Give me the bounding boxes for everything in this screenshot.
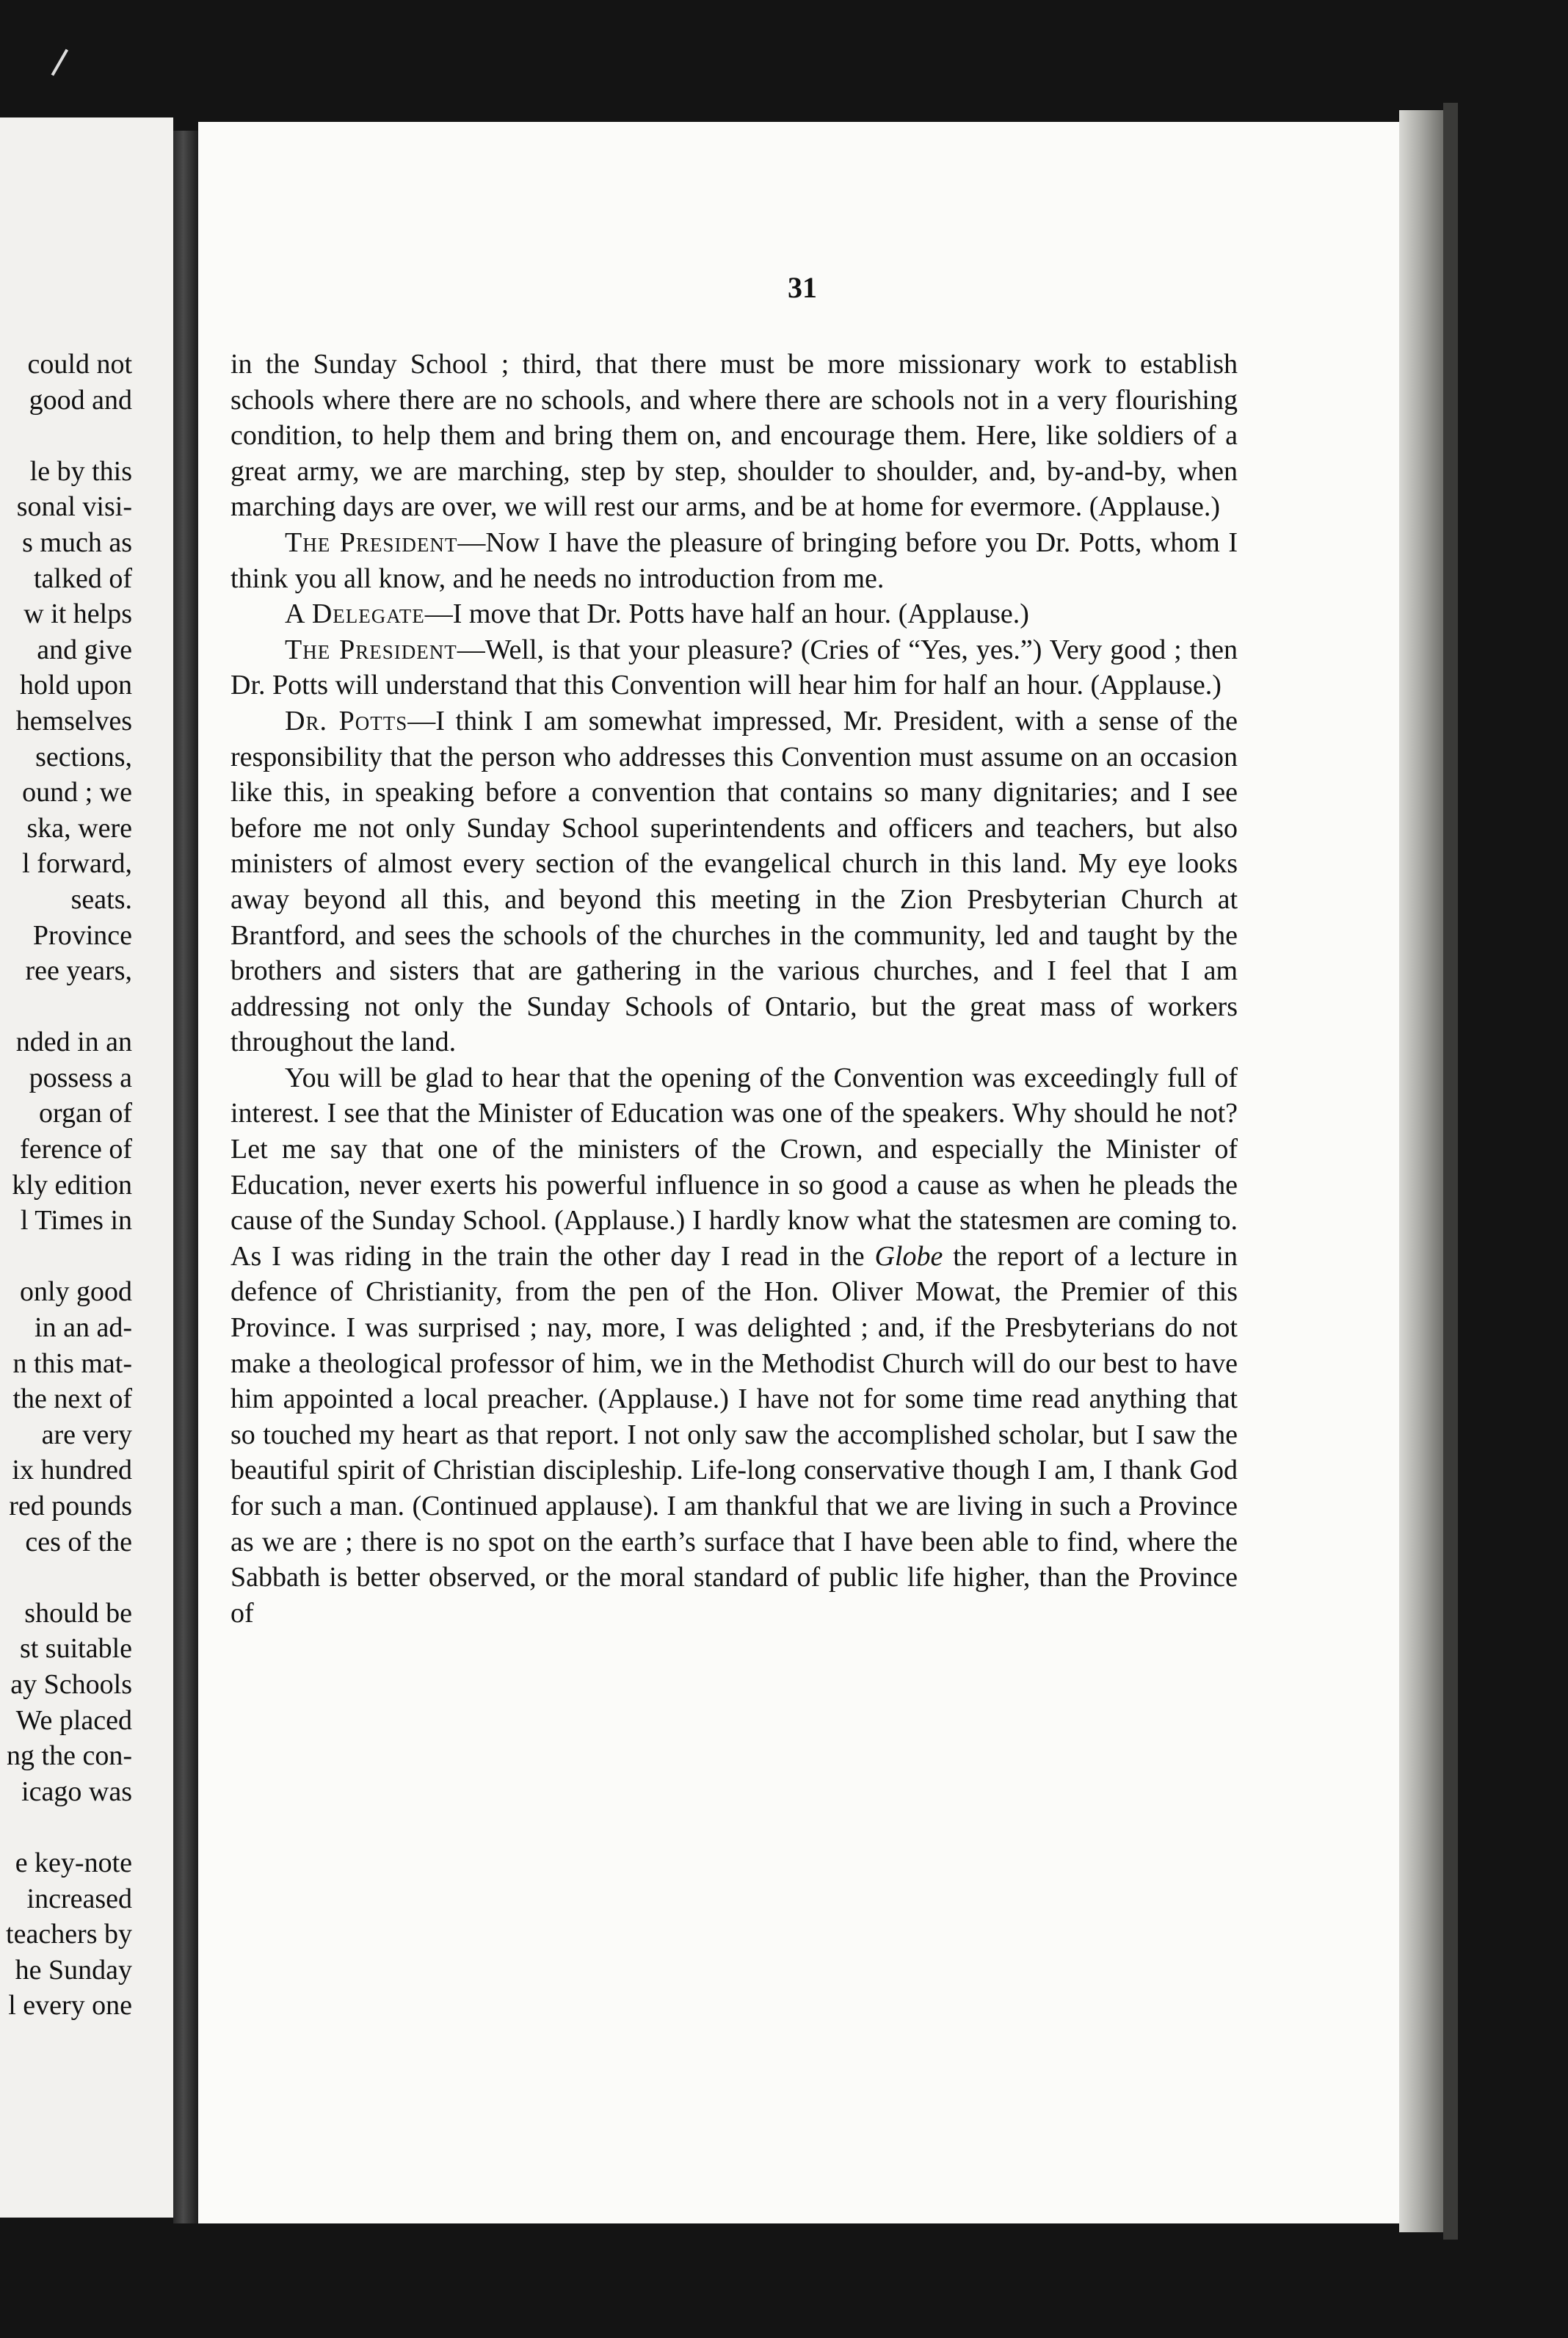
paragraph-text: —Well, is that your pleasure? (Cries of “Yes, yes.”) Very good ; then Dr. Potts will understand that this Convention will hear him for half an hour. (Applause.)	[231, 634, 1238, 701]
speaker-name: The President	[285, 526, 458, 558]
page-edge	[1399, 110, 1443, 2232]
left-page-gap	[0, 1809, 132, 1845]
left-page-gap	[0, 1560, 132, 1596]
left-page-line: hemselves	[15, 705, 132, 736]
left-page-line: red pounds	[9, 1491, 132, 1521]
left-page-gap	[0, 1239, 132, 1275]
left-page-line: We placed	[15, 1704, 132, 1736]
main-page	[198, 122, 1407, 2223]
paragraph-4	[231, 632, 1238, 703]
left-page-line: e key-note	[15, 1847, 132, 1878]
body-text	[231, 347, 1238, 1631]
paragraph-5	[231, 703, 1238, 1060]
margin-mark	[51, 49, 81, 84]
left-page-line: ska, were	[26, 812, 132, 844]
left-page-line: l every one	[8, 1990, 132, 2022]
left-page-line: increased	[26, 1883, 132, 1914]
left-page-line: ng the con-	[7, 1740, 132, 1772]
left-page-text-fragments	[0, 347, 132, 2024]
paragraph-text: the report of a lecture in defence of Christianity, from the pen of the Hon. Oliver Mowat, the Premier of this Province. I was surprised ; nay, more, I was delighted ; and, if the Presbyterians do not make a theological professor of him, we in the Methodist Church will do our best to have him appointed a local preacher. (Applause.) I have not for some time read anything that so touched my heart as that report. I not only saw the accomplished scholar, but I saw the beautiful spirit of Christian discipleship. Life-long conservative though I am, I thank God for such a man. (Continued applause). I am thankful that we are living in such a Province as we are ; there is no spot on the earth’s surface that I have been able to find, where the Sabbath is better observed, or the moral standard of public life higher, than the Province of	[231, 1240, 1238, 1629]
left-page-line: kly edition	[12, 1169, 132, 1201]
left-page-line: st suitable	[19, 1633, 132, 1665]
left-page-line: the next of	[12, 1383, 132, 1415]
left-page-line: could not	[27, 349, 132, 380]
left-page-line: hold upon	[19, 670, 132, 701]
paragraph-2	[231, 525, 1238, 596]
left-page-line: ference of	[20, 1134, 132, 1165]
left-page-line: seats.	[70, 883, 132, 915]
book-gutter	[173, 131, 198, 2223]
left-page-line: sections,	[35, 741, 132, 772]
paragraph-text: in the Sunday School ; third, that there must be more missionary work to establish schools where there are no schools, and where there are schools not in a very flourishing condition, to help them and bring them on, and encourage them. Here, like soldiers of a great army, we are marching, step by step, shoulder to shoulder, and, by-and-by, when marching days are over, we will rest our arms, and be at home for evermore. (Applause.)	[231, 349, 1238, 523]
left-page-line: good and	[29, 384, 132, 416]
paragraph-text: —I move that Dr. Potts have half an hour. (Applause.)	[424, 598, 1029, 630]
left-page-line: n this mat-	[12, 1347, 132, 1379]
speaker-name: A Delegate	[285, 598, 425, 630]
left-page-line: should be	[24, 1597, 132, 1629]
paragraph-text: You will be glad to hear that the opening of the Convention was exceedingly full of interest. I see that the Minister of Education was one of the speakers. Why should he not? Let me say that one of the ministers of the Crown, and especially the Minister of Education, never exerts his powerful influence in so good a cause as when he pleads the cause of the Sunday School. (Applause.) I hardly know what the statesmen are coming to. As I was riding in the train the other day I read in the	[231, 1062, 1238, 1272]
left-page-line: teachers by	[6, 1919, 132, 1950]
left-page-line: w it helps	[23, 598, 132, 630]
paragraph-text: —I think I am somewhat impressed, Mr. President, with a sense of the responsibility that the person who addresses this Convention must assume on an occasion like this, in speaking before a convention that contains so many dignitaries; and I see before me not only Sunday School superintendents and officers and teachers, but also ministers of almost every section of the evangelical church in this land. My eye looks away beyond all this, and beyond this meeting in the Zion Presbyterian Church at Brantford, and sees the schools of the churches in the community, led and taught by the brothers and sisters that are gathering in the various churches, and I feel that I am addressing not only the Sunday Schools of Ontario, but the great mass of workers throughout the land.	[231, 705, 1238, 1058]
left-page-line: ix hundred	[12, 1455, 132, 1486]
page-number: 31	[788, 271, 817, 304]
left-page-line: nded in an	[15, 1027, 132, 1058]
left-page-line: and give	[37, 634, 132, 665]
left-page-line: organ of	[39, 1098, 132, 1129]
left-page-line: talked of	[33, 562, 132, 594]
left-page-line: s much as	[22, 526, 132, 558]
left-page-gap	[0, 989, 132, 1025]
left-page-line: le by this	[29, 455, 132, 487]
left-page-line: ay Schools	[10, 1668, 132, 1700]
left-page-line: l forward,	[22, 848, 132, 880]
left-page-line: possess a	[29, 1062, 132, 1093]
left-page-line: icago was	[21, 1776, 132, 1807]
left-page-line: are very	[41, 1419, 132, 1450]
left-page-line: l Times in	[20, 1205, 132, 1237]
paragraph-3	[231, 596, 1238, 632]
left-page-line: Province	[32, 919, 132, 951]
newspaper-title: Globe	[874, 1240, 943, 1272]
left-page-line: in an ad-	[35, 1312, 132, 1344]
paragraph-6	[231, 1060, 1238, 1632]
paragraph-text: —Now I have the pleasure of bringing before you Dr. Potts, whom I think you all know, and he needs no introduction from me.	[231, 526, 1238, 594]
speaker-name: Dr. Potts	[285, 705, 408, 736]
left-page-line: ree years,	[25, 955, 132, 987]
left-facing-page	[0, 117, 173, 2218]
left-page-line: he Sunday	[15, 1954, 132, 1986]
speaker-name: The President	[285, 634, 457, 665]
left-page-line: sonal visi-	[16, 491, 132, 523]
left-page-line: ound ; we	[22, 777, 132, 808]
book-cover-edge	[1443, 103, 1458, 2240]
left-page-line: ces of the	[25, 1526, 132, 1557]
paragraph-1	[231, 347, 1238, 525]
left-page-line: only good	[19, 1276, 132, 1308]
left-page-gap	[0, 418, 132, 454]
